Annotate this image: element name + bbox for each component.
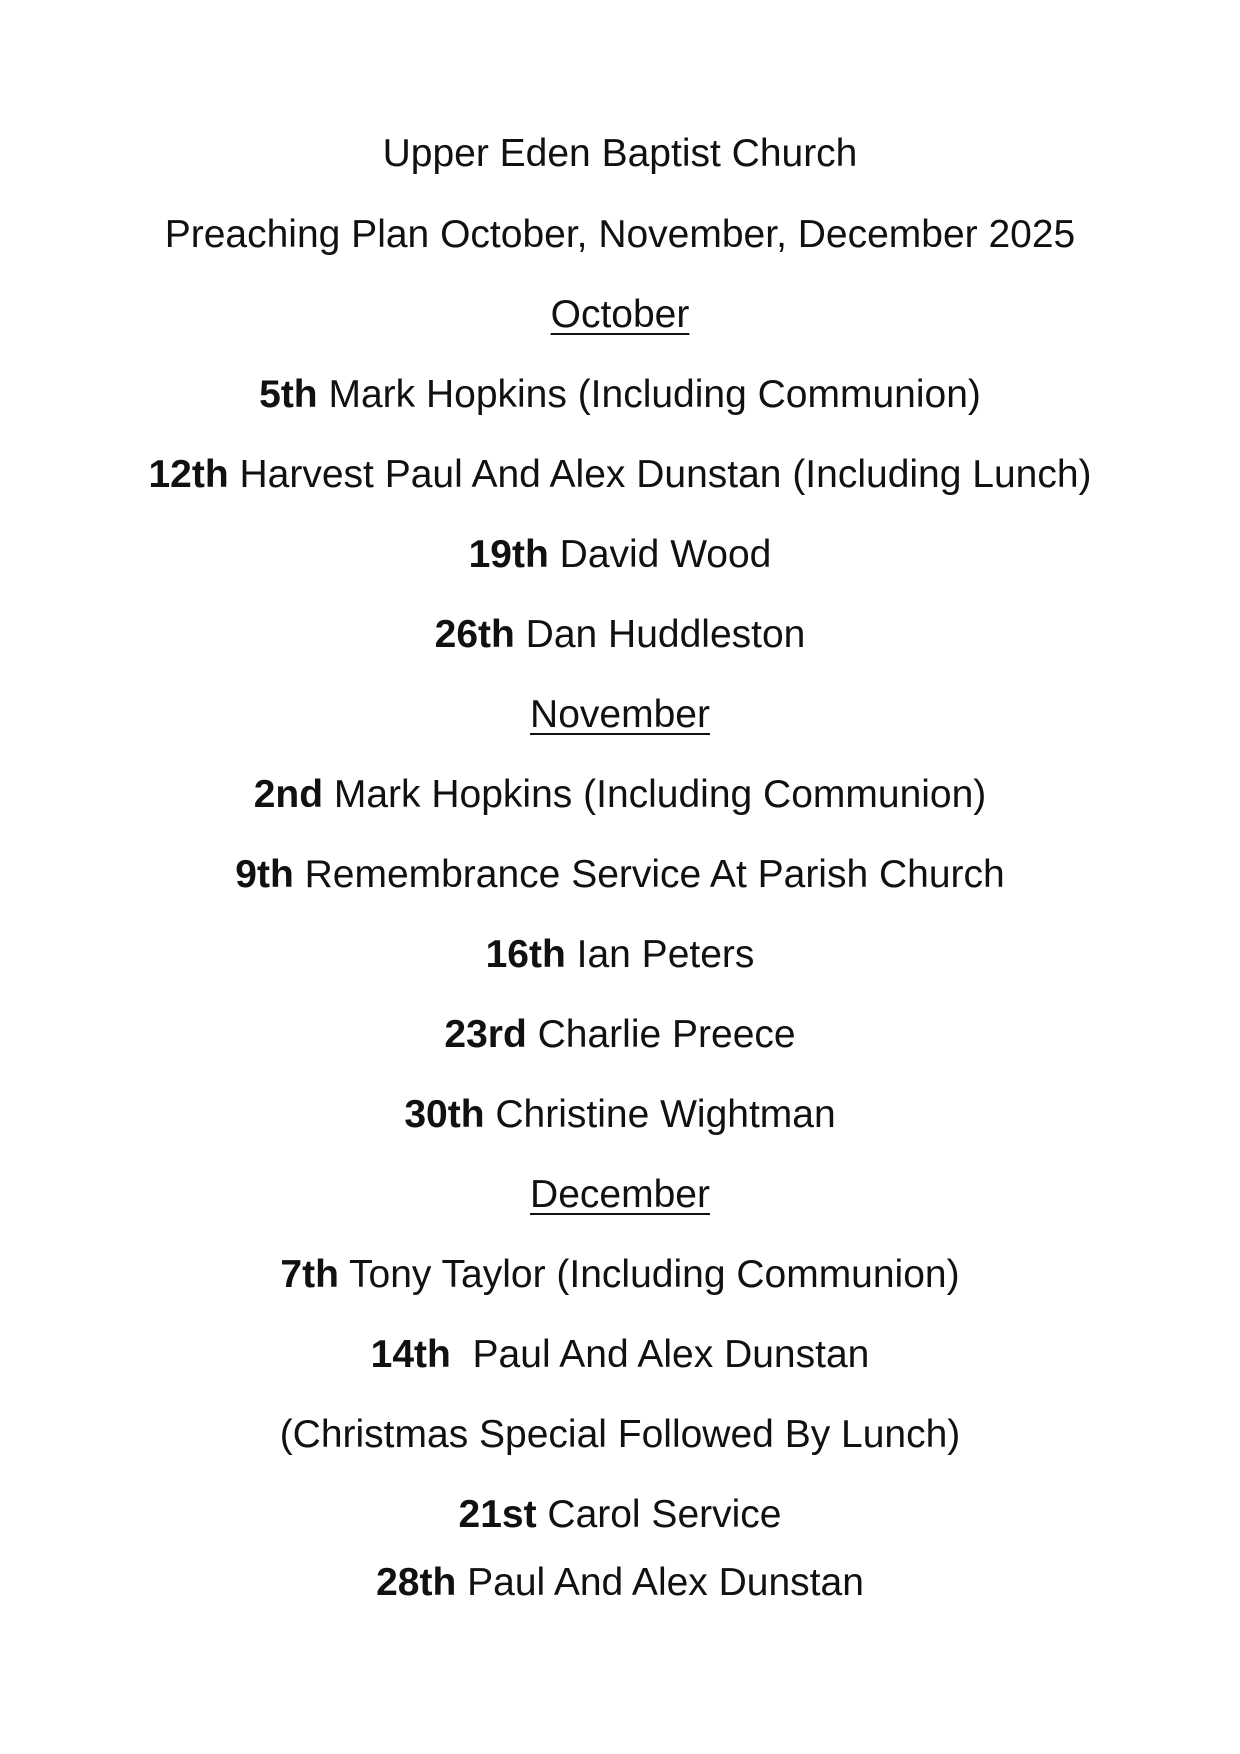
entry-text: Dan Huddleston: [514, 613, 806, 656]
entry-nov-16: [0, 930, 1240, 980]
entry-date: 7th: [280, 1253, 339, 1296]
entry-text: Carol Service: [536, 1493, 782, 1536]
entry-date: 14th: [370, 1333, 451, 1376]
entry-oct-12: [0, 450, 1240, 500]
month-heading-november: November: [530, 693, 710, 736]
entry-dec-14-note: (Christmas Special Followed By Lunch): [279, 1413, 961, 1456]
entry-date: 30th: [404, 1093, 485, 1136]
entry-dec-21: [0, 1490, 1240, 1540]
entry-text: Ian Peters: [565, 933, 755, 976]
entry-oct-5: [0, 370, 1240, 420]
entry-nov-30: [0, 1090, 1240, 1140]
entry-date: 12th: [148, 453, 229, 496]
entry-date: 26th: [434, 613, 515, 656]
entry-date: 23rd: [444, 1013, 527, 1056]
entry-oct-26: [0, 610, 1240, 660]
entry-nov-9: [0, 850, 1240, 900]
entry-date: 2nd: [253, 773, 324, 816]
entry-date: 19th: [468, 533, 549, 576]
entry-dec-28: [0, 1558, 1240, 1608]
entry-text: Paul And Alex Dunstan: [450, 1333, 870, 1376]
entry-text: David Wood: [548, 533, 772, 576]
entry-date: 28th: [376, 1561, 457, 1604]
entry-text: Mark Hopkins (Including Communion): [317, 373, 981, 416]
entry-text: Mark Hopkins (Including Communion): [323, 773, 987, 816]
entry-text: Harvest Paul And Alex Dunstan (Including Lunch): [228, 453, 1092, 496]
entry-text: Paul And Alex Dunstan: [456, 1561, 864, 1604]
entry-nov-23: [0, 1010, 1240, 1060]
entry-text: Charlie Preece: [526, 1013, 796, 1056]
entry-text: Remembrance Service At Parish Church: [293, 853, 1005, 896]
entry-date: 5th: [259, 373, 318, 416]
entry-oct-19: [0, 530, 1240, 580]
entry-date: 16th: [485, 933, 566, 976]
plan-title: Preaching Plan October, November, December 2025: [164, 213, 1076, 256]
entry-date: 21st: [458, 1493, 537, 1536]
entry-text: Christine Wightman: [484, 1093, 836, 1136]
church-name: Upper Eden Baptist Church: [382, 132, 858, 175]
month-heading-december: December: [530, 1173, 710, 1216]
month-heading-october: October: [550, 293, 690, 336]
entry-dec-14: [0, 1330, 1240, 1380]
entry-nov-2: [0, 770, 1240, 820]
entry-dec-7: [0, 1250, 1240, 1300]
entry-text: Tony Taylor (Including Communion): [338, 1253, 960, 1296]
entry-date: 9th: [235, 853, 294, 896]
